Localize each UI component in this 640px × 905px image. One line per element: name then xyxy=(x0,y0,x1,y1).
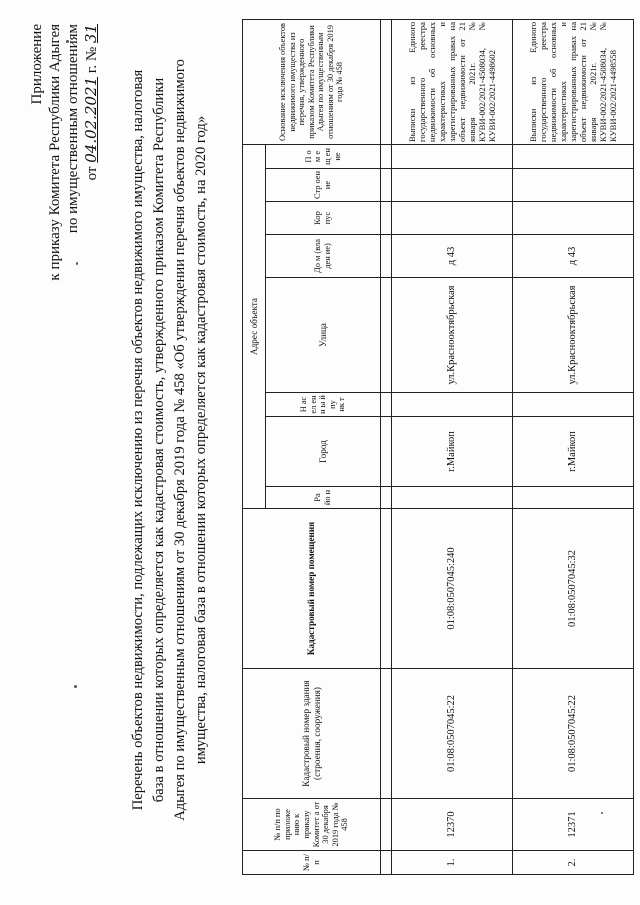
header-num: № п/п xyxy=(243,851,381,875)
cell-num: 2. xyxy=(513,851,634,875)
table-row xyxy=(392,19,513,874)
landscape-sheet xyxy=(10,10,630,890)
header-korpus: Кор пус xyxy=(266,202,381,235)
appendix-title: Приложение xyxy=(29,24,45,105)
spacer-cell xyxy=(381,393,392,417)
appendix-line: по имущественным отношениям xyxy=(65,24,81,234)
spacer-cell xyxy=(381,202,392,235)
spacer-cell xyxy=(381,799,392,851)
header-basis: Основание исключения объектов недвижимого имущества из перечня, утвержденного приказом Комитета Республики Адыгея по имущественным отношениям от 30 декабря 2019 года № 458 xyxy=(243,19,381,144)
objects-table xyxy=(242,19,634,875)
cell-basis: Выписки из Единого государственного реестра недвижимости об основных характеристиках и зарегистрированных правах на объект недвижимости от 21 января 2021г. № КУВИ-002/2021-4508034, № КУВИ-002/2021-4498602 xyxy=(392,19,513,144)
cell-settlement xyxy=(392,393,513,417)
header-cadastral-building: Кадастровый номер здания (строения, сооружения) xyxy=(243,669,381,799)
spacer-cell xyxy=(381,851,392,875)
spacer-cell xyxy=(381,144,392,168)
cell-appendix-num: 12371 xyxy=(513,799,634,851)
cell-district xyxy=(513,487,634,509)
spacer-cell xyxy=(381,235,392,278)
header-settlement: Н ас ел ен н ы й пу нк т xyxy=(266,393,381,417)
table-spacer-row xyxy=(381,19,392,874)
appendix-date: 04.02.2021 xyxy=(82,76,100,163)
header-pomeschenie: П о м е щ ен ие xyxy=(266,144,381,168)
title-line: имущества, налоговая база в отношении которых определяется как кадастровая стоимость, на 2020 год» xyxy=(193,115,209,765)
appendix-date-prefix: от xyxy=(84,166,100,181)
cell-stroenie xyxy=(513,169,634,202)
appendix-number: 31 xyxy=(82,24,100,44)
cell-street: ул.Краснооктябрьская xyxy=(513,278,634,393)
cell-korpus xyxy=(513,202,634,235)
header-stroenie: Стр оен ие xyxy=(266,169,381,202)
header-appendix-num: № п/п по приложе нию к приказу Комитет а от 30 декабря 2019 года № 458 xyxy=(243,799,381,851)
header-house: До м (вла ден ие) xyxy=(266,235,381,278)
cell-pomeschenie xyxy=(513,144,634,168)
title-line: база в отношении которых определяется как кадастровая стоимость, утвержденного приказом Комитета Республики xyxy=(151,77,167,803)
cell-room: 01:08:0507045:32 xyxy=(513,509,634,669)
cell-district xyxy=(392,487,513,509)
cell-pomeschenie xyxy=(392,144,513,168)
cell-num: 1. xyxy=(392,851,513,875)
cell-basis: Выписки из Единого государственного реестра недвижимости об основных характеристиках и зарегистрированных правах на объект недвижимости от 21 января 2021г. № КУВИ-002/2021-4508034, № КУВИ-002/2021-4498558 xyxy=(513,19,634,144)
table-row xyxy=(513,19,634,874)
spacer-cell xyxy=(381,278,392,393)
table-header-row xyxy=(243,19,266,874)
cell-settlement xyxy=(513,393,634,417)
cell-stroenie xyxy=(392,169,513,202)
header-district: Ра йо н xyxy=(266,487,381,509)
header-cadastral-room: Кадастровый номер помещения xyxy=(243,509,381,669)
cell-building: 01:08:0507045:22 xyxy=(392,669,513,799)
header-address: Адрес объекта xyxy=(243,144,266,508)
spacer-cell xyxy=(381,169,392,202)
spacer-cell xyxy=(381,669,392,799)
cell-city: г.Майкоп xyxy=(513,417,634,487)
spacer-cell xyxy=(381,487,392,509)
cell-house: д 43 xyxy=(392,235,513,278)
spacer-cell xyxy=(381,19,392,144)
cell-building: 01:08:0507045:22 xyxy=(513,669,634,799)
cell-street: ул.Краснооктябрьская xyxy=(392,278,513,393)
cell-house: д 43 xyxy=(513,235,634,278)
cell-appendix-num: 12370 xyxy=(392,799,513,851)
document-title xyxy=(128,20,212,860)
cell-korpus xyxy=(392,202,513,235)
appendix-number-label: г. № xyxy=(84,46,100,74)
appendix-line: к приказу Комитета Республики Адыгея xyxy=(47,24,63,281)
spacer-cell xyxy=(381,509,392,669)
title-line: Адыгея по имущественным отношениям от 30 декабря 2019 года № 458 «Об утверждении перечня объектов недвижимого xyxy=(172,59,188,821)
cell-room: 01:08:0507045:240 xyxy=(392,509,513,669)
appendix-date-line xyxy=(82,24,101,384)
header-city: Город xyxy=(266,417,381,487)
spacer-cell xyxy=(381,417,392,487)
appendix-header xyxy=(28,24,101,384)
header-street: Улица xyxy=(266,278,381,393)
title-line: Перечень объектов недвижимости, подлежащих исключению из перечня объектов недвижимого имущества, налоговая xyxy=(130,69,146,811)
cell-city: г.Майкоп xyxy=(392,417,513,487)
